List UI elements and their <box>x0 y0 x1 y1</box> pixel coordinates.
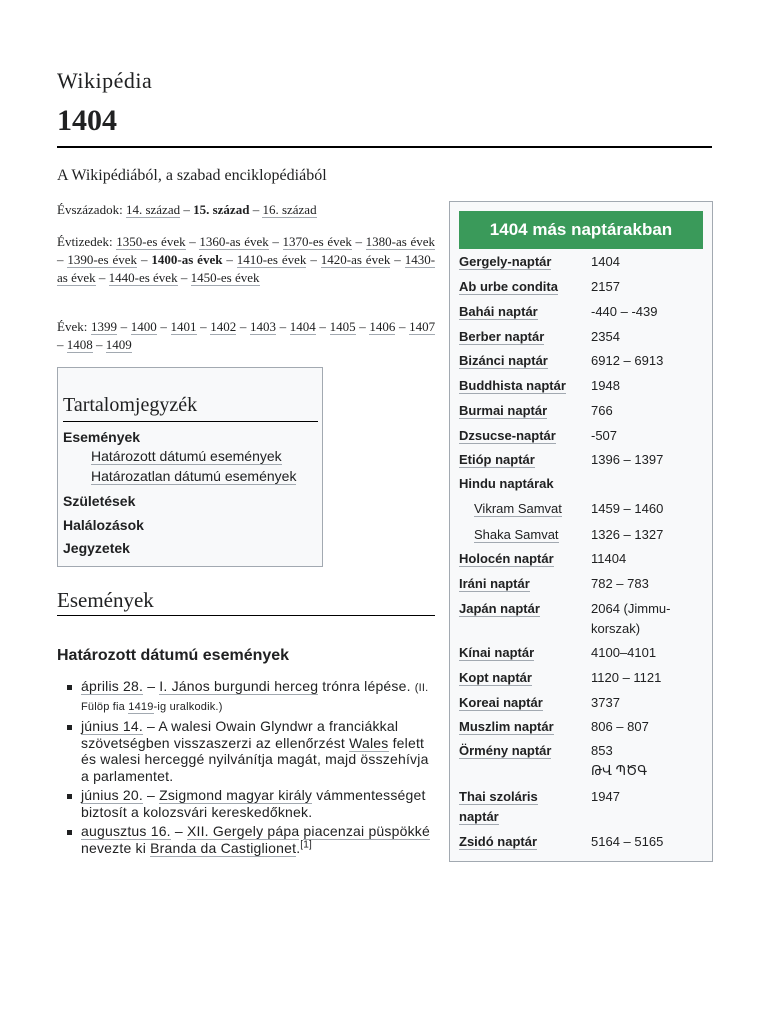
infobox-value: 1326 – 1327 <box>591 527 664 542</box>
toc-item-deaths[interactable]: Halálozások <box>63 517 144 533</box>
year-link[interactable]: 1402 <box>210 319 237 334</box>
infobox-label: Koreai naptár <box>459 695 543 710</box>
toc-title: Tartalomjegyzék <box>63 394 198 416</box>
decade-link[interactable]: 1440-es évek <box>108 270 178 285</box>
infobox-value: 1404 <box>591 254 620 269</box>
infobox-value: 782 – 783 <box>591 576 649 591</box>
infobox-label: Zsidó naptár <box>459 834 538 849</box>
year-link[interactable]: 1401 <box>170 319 197 334</box>
title-divider <box>57 146 712 148</box>
toc-item-events[interactable]: Események <box>63 429 141 445</box>
decade-link[interactable]: 1350-es évek <box>116 234 186 249</box>
list-item: április 28. – I. János burgundi herceg trónra lépése. (II. Fülöp fia 1419-ig uralkodik.) <box>57 678 435 715</box>
infobox-value: 2354 <box>591 329 620 344</box>
person-link[interactable]: I. János burgundi herceg <box>159 678 319 694</box>
decade-link[interactable]: 1370-es évek <box>282 234 352 249</box>
infobox-label: Thai szoláris naptár <box>459 789 538 824</box>
decade-link[interactable]: 1450-es évek <box>190 270 260 285</box>
subsection-heading-dated-events: Határozott dátumú események <box>57 647 290 664</box>
page-title: 1404 <box>57 104 117 137</box>
infobox-value: 1120 – 1121 <box>591 670 662 685</box>
century-link[interactable]: 14. század <box>125 202 181 217</box>
centuries-label: Évszázadok: <box>57 202 123 217</box>
current-decade: 1400-as évek <box>151 252 223 267</box>
infobox-value: 11404 <box>591 551 627 566</box>
place-link[interactable]: Wales <box>349 734 389 751</box>
year-link[interactable]: 1405 <box>329 319 356 334</box>
infobox-value: -507 <box>591 428 618 443</box>
table-of-contents <box>57 367 323 567</box>
year-link[interactable]: 1419 <box>128 700 154 713</box>
infobox-value: 1396 – 1397 <box>591 452 664 467</box>
infobox-label: Burmai naptár <box>459 403 548 418</box>
infobox-label: Japán naptár <box>459 601 540 616</box>
events-list <box>57 678 435 859</box>
infobox-label: Holocén naptár <box>459 551 554 566</box>
year-link[interactable]: 1400 <box>130 319 157 334</box>
page-tagline: A Wikipédiából, a szabad enciklopédiából <box>57 167 327 184</box>
toc-divider <box>63 421 318 422</box>
infobox-value: -440 – -439 <box>591 304 658 319</box>
decade-link[interactable]: 1380-as évek <box>365 234 436 249</box>
infobox-value: 1948 <box>591 378 620 393</box>
decades-label: Évtizedek: <box>57 234 113 249</box>
century-link[interactable]: 16. század <box>262 202 317 217</box>
title-link[interactable]: piacenzai püspökké <box>303 823 430 839</box>
toc-item-notes[interactable]: Jegyzetek <box>63 540 130 556</box>
infobox-value: 6912 – 6913 <box>591 353 664 368</box>
infobox-value: 806 – 807 <box>591 719 649 734</box>
section-divider <box>57 615 435 616</box>
infobox-calendars <box>449 201 713 862</box>
infobox-label: Muszlim naptár <box>459 719 554 734</box>
year-link[interactable]: 1407 <box>409 319 436 334</box>
section-heading-events: Események <box>57 588 154 612</box>
infobox-label: Berber naptár <box>459 329 545 344</box>
infobox-label: Bahái naptár <box>459 304 538 319</box>
date-link[interactable]: augusztus 16. <box>81 823 171 839</box>
year-link[interactable]: 1404 <box>289 319 316 334</box>
infobox-label: Buddhista naptár <box>459 378 566 393</box>
toc-item-undated-events[interactable]: Határozatlan dátumú események <box>91 468 297 484</box>
infobox-value: 853 ԹՎ ՊԾԳ <box>591 743 647 778</box>
infobox-label: Kínai naptár <box>459 645 535 660</box>
infobox-title: 1404 más naptárakban <box>459 211 703 249</box>
infobox-label: Shaka Samvat <box>474 527 559 542</box>
list-item: június 20. – Zsigmond magyar király vámmentességet biztosít a kolozsvári kereskedőknek. <box>57 787 435 820</box>
infobox-label: Dzsucse-naptár <box>459 428 556 443</box>
toc-item-dated-events[interactable]: Határozott dátumú események <box>91 448 282 464</box>
infobox-label: Iráni naptár <box>459 576 530 591</box>
toc-item-births[interactable]: Születések <box>63 493 136 509</box>
infobox-label: Gergely-naptár <box>459 254 552 269</box>
infobox-value: 2064 (Jimmu-korszak) <box>591 601 671 636</box>
infobox-value: 1947 <box>591 789 620 804</box>
infobox-label: Hindu naptárak <box>459 476 554 491</box>
person-link[interactable]: Branda da Castiglionet <box>150 839 297 856</box>
years-label: Évek: <box>57 319 88 334</box>
list-item: augusztus 16. – XII. Gergely pápa piacenzai püspökké nevezte ki Branda da Castiglionet.[1] <box>57 823 435 856</box>
infobox-label: Etióp naptár <box>459 452 535 467</box>
year-link[interactable]: 1399 <box>90 319 117 334</box>
infobox-value: 1459 – 1460 <box>591 501 664 516</box>
decade-link[interactable]: 1420-as évek <box>320 252 391 267</box>
infobox-value: 5164 – 5165 <box>591 834 664 849</box>
decade-link[interactable]: 1360-as évek <box>199 234 269 249</box>
infobox-label: Bizánci naptár <box>459 353 548 368</box>
centuries-nav: Évszázadok: 14. század – 15. század – 16. század <box>57 202 317 217</box>
reference-link[interactable]: [1] <box>300 838 312 850</box>
decade-link[interactable]: 1410-es évek <box>236 252 307 267</box>
year-link[interactable]: 1406 <box>369 319 396 334</box>
decades-nav: Évtizedek: 1350-es évek – 1360-as évek – 1370-es évek – 1380-as évek – 1390-es évek – 1400-as évek – 1410-es évek – 1420-as évek – 1430-as évek – 1440-es évek – 1450-es évek <box>57 234 436 285</box>
infobox-label: Ab urbe condita <box>459 279 558 294</box>
years-nav: Évek: 1399 – 1400 – 1401 – 1402 – 1403 – 1404 – 1405 – 1406 – 1407 – 1408 – 1409 <box>57 319 436 352</box>
infobox-value: 4100–4101 <box>591 645 657 660</box>
infobox-label: Vikram Samvat <box>474 501 562 516</box>
decade-link[interactable]: 1430-as évek <box>57 252 436 285</box>
wikipedia-logo[interactable]: Wikipédia <box>57 68 153 93</box>
year-link[interactable]: 1409 <box>105 337 132 352</box>
date-link[interactable]: április 28. <box>81 678 144 694</box>
infobox-value: 3737 <box>591 695 620 710</box>
infobox-value: 766 <box>591 403 613 418</box>
date-link[interactable]: június 14. <box>81 718 143 734</box>
infobox-value: 2157 <box>591 279 620 294</box>
year-link[interactable]: 1408 <box>66 337 93 352</box>
person-link[interactable]: Zsigmond magyar király <box>159 787 313 803</box>
date-link[interactable]: június 20. <box>81 787 143 803</box>
list-item: június 14. – A walesi Owain Glyndwr a franciákkal szövetségben visszaszerzi az ellenőrzést Wales felett és walesi herceggé nyilvánítja magát, majd összehívja a parlamentet. <box>57 718 435 784</box>
infobox-label: Örmény naptár <box>459 743 552 758</box>
current-century: 15. század <box>193 202 250 217</box>
infobox-label: Kopt naptár <box>459 670 532 685</box>
decade-link[interactable]: 1390-es évek <box>67 252 138 267</box>
year-link[interactable]: 1403 <box>250 319 277 334</box>
person-link[interactable]: XII. Gergely pápa <box>186 823 300 839</box>
